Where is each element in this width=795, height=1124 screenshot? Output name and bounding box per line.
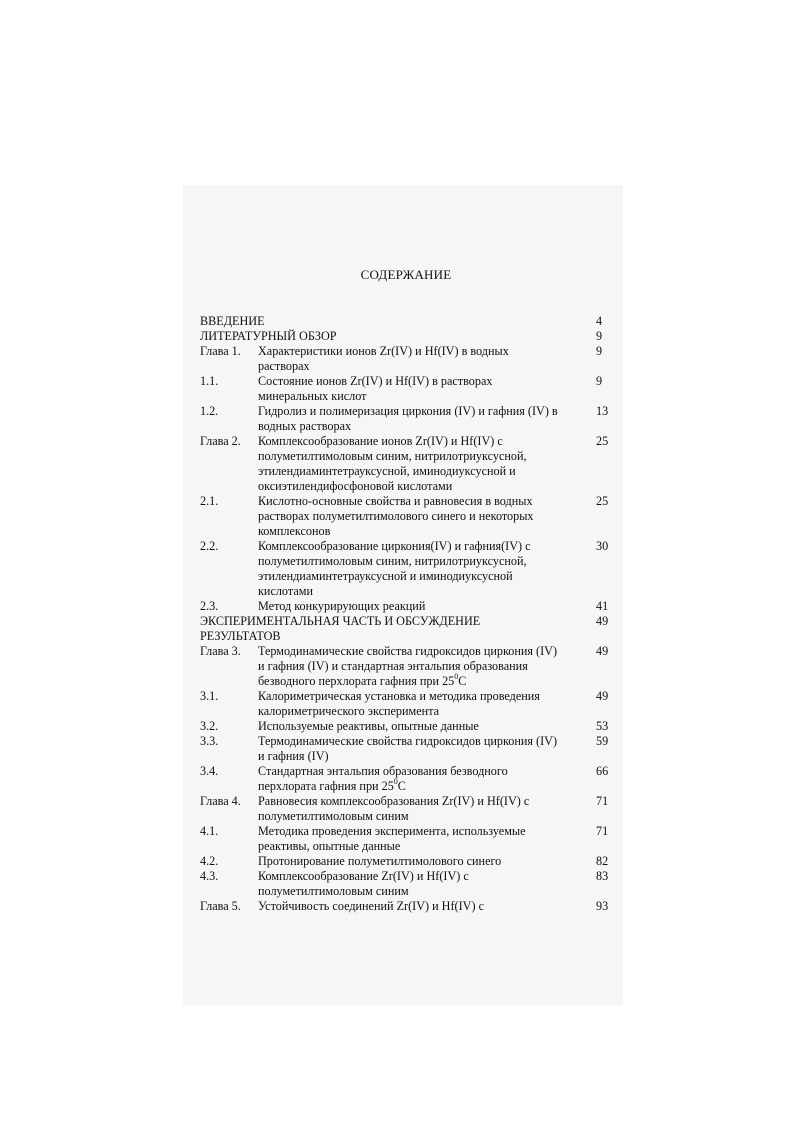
toc-entry-title bbox=[258, 344, 588, 374]
toc-entry-number: 1.2. bbox=[200, 404, 219, 418]
toc-entry-page: 71 bbox=[596, 824, 609, 838]
toc-entry bbox=[200, 614, 612, 644]
toc-entry-number: 3.3. bbox=[200, 734, 219, 748]
table-of-contents bbox=[200, 314, 612, 914]
toc-title-text: безводного перхлората гафния при 25 bbox=[258, 674, 455, 688]
toc-entry-title bbox=[258, 494, 588, 539]
toc-entry-page: 93 bbox=[596, 899, 609, 913]
toc-entry bbox=[200, 719, 612, 734]
toc-title-line: этилендиаминтетрауксусной, иминодиуксусной и bbox=[258, 464, 516, 478]
toc-entry-number: 3.4. bbox=[200, 764, 219, 778]
toc-entry bbox=[200, 824, 612, 854]
toc-entry-number: Глава 5. bbox=[200, 899, 241, 913]
toc-entry-page: 83 bbox=[596, 869, 609, 883]
toc-title-line: и гафния (IV) и стандартная энтальпия образования bbox=[258, 659, 528, 673]
toc-entry-title bbox=[258, 374, 588, 404]
toc-entry bbox=[200, 539, 612, 599]
toc-title-line: полуметилтимоловым синим, нитрилотриуксусной, bbox=[258, 554, 527, 568]
toc-entry-page: 71 bbox=[596, 794, 609, 808]
toc-title-line: Комплексообразование циркония(IV) и гафния(IV) с bbox=[258, 539, 531, 553]
toc-title-line: калориметрического эксперимента bbox=[258, 704, 440, 718]
toc-entry-title bbox=[258, 899, 588, 914]
toc-title-line: этилендиаминтетрауксусной и иминодиуксусной bbox=[258, 569, 513, 583]
toc-entry-title bbox=[258, 404, 588, 434]
toc-title-line: и гафния (IV) bbox=[258, 749, 329, 763]
toc-entry-page: 49 bbox=[596, 689, 609, 703]
degree-superscript: 0 bbox=[393, 776, 398, 786]
toc-title-line: Кислотно-основные свойства и равновесия в водных bbox=[258, 494, 533, 508]
toc-entry-page: 82 bbox=[596, 854, 609, 868]
toc-entry bbox=[200, 644, 612, 689]
toc-entry-title: ЛИТЕРАТУРНЫЙ ОБЗОР bbox=[200, 329, 337, 343]
toc-title-line: Стандартная энтальпия образования безводного bbox=[258, 764, 508, 778]
toc-title-line: растворах полуметилтимолового синего и некоторых bbox=[258, 509, 534, 523]
toc-entry bbox=[200, 344, 612, 374]
toc-title-line: Протонирование полуметилтимолового синего bbox=[258, 854, 502, 868]
toc-entry-page: 9 bbox=[596, 344, 603, 358]
toc-entry-title bbox=[258, 869, 588, 899]
toc-entry bbox=[200, 404, 612, 434]
toc-title-line: Калориметрическая установка и методика проведения bbox=[258, 689, 540, 703]
toc-entry-title bbox=[258, 539, 588, 599]
toc-entry-title bbox=[258, 734, 588, 764]
toc-title-line: Комплексообразование ионов Zr(IV) и Hf(IV) с bbox=[258, 434, 503, 448]
toc-entry-page: 9 bbox=[596, 374, 603, 388]
toc-entry-number: 1.1. bbox=[200, 374, 219, 388]
toc-entry-number: 3.1. bbox=[200, 689, 219, 703]
toc-title-line bbox=[258, 776, 588, 794]
toc-entry-page: 49 bbox=[596, 614, 609, 628]
toc-entry bbox=[200, 494, 612, 539]
toc-entry-number: 4.1. bbox=[200, 824, 219, 838]
toc-entry-title bbox=[258, 599, 588, 614]
toc-title-line: Устойчивость соединений Zr(IV) и Hf(IV) с bbox=[258, 899, 484, 913]
toc-title-line: Термодинамические свойства гидроксидов циркония (IV) bbox=[258, 734, 558, 748]
toc-entry-page: 41 bbox=[596, 599, 609, 613]
toc-title-line: полуметилтимоловым синим, нитрилотриуксусной, bbox=[258, 449, 527, 463]
toc-entry bbox=[200, 374, 612, 404]
toc-entry-title bbox=[258, 644, 588, 689]
toc-title-line bbox=[258, 671, 588, 689]
toc-entry-number: 2.3. bbox=[200, 599, 219, 613]
toc-entry-title bbox=[258, 764, 588, 794]
toc-entry bbox=[200, 869, 612, 899]
degree-superscript: 0 bbox=[454, 671, 459, 681]
toc-entry bbox=[200, 329, 612, 344]
toc-entry-title bbox=[258, 719, 588, 734]
toc-entry-number: 4.2. bbox=[200, 854, 219, 868]
toc-entry bbox=[200, 689, 612, 719]
toc-entry-title bbox=[258, 854, 588, 869]
toc-title-line: Метод конкурирующих реакций bbox=[258, 599, 426, 613]
toc-title-suffix: С bbox=[458, 674, 467, 688]
toc-entry bbox=[200, 794, 612, 824]
toc-title-line: растворах bbox=[258, 359, 310, 373]
toc-entry-title: ВВЕДЕНИЕ bbox=[200, 314, 265, 328]
toc-title-line: Методика проведения эксперимента, используемые bbox=[258, 824, 526, 838]
toc-entry-title bbox=[258, 824, 588, 854]
toc-entry bbox=[200, 734, 612, 764]
toc-entry-number: Глава 3. bbox=[200, 644, 241, 658]
toc-entry bbox=[200, 764, 612, 794]
toc-title-line: реактивы, опытные данные bbox=[258, 839, 401, 853]
toc-entry-page: 59 bbox=[596, 734, 609, 748]
toc-entry-page: 4 bbox=[596, 314, 603, 328]
toc-entry-number: 3.2. bbox=[200, 719, 219, 733]
toc-entry-number: Глава 1. bbox=[200, 344, 241, 358]
toc-entry-page: 25 bbox=[596, 434, 609, 448]
toc-title-line: Комплексообразование Zr(IV) и Hf(IV) с bbox=[258, 869, 469, 883]
toc-entry bbox=[200, 314, 612, 329]
toc-entry-number: Глава 4. bbox=[200, 794, 241, 808]
toc-entry-title bbox=[200, 614, 588, 644]
toc-entry-number: 4.3. bbox=[200, 869, 219, 883]
toc-entry-page: 25 bbox=[596, 494, 609, 508]
toc-title-line: полуметилтимоловым синим bbox=[258, 809, 409, 823]
toc-title-line: минеральных кислот bbox=[258, 389, 367, 403]
toc-entry-page: 13 bbox=[596, 404, 609, 418]
toc-entry-page: 9 bbox=[596, 329, 603, 343]
toc-title-line: полуметилтимоловым синим bbox=[258, 884, 409, 898]
toc-title-line: комплексонов bbox=[258, 524, 331, 538]
toc-title-line: водных растворах bbox=[258, 419, 352, 433]
toc-title-line: РЕЗУЛЬТАТОВ bbox=[200, 629, 281, 643]
toc-title-line: Гидролиз и полимеризация циркония (IV) и гафния (IV) в bbox=[258, 404, 558, 418]
toc-entry-page: 49 bbox=[596, 644, 609, 658]
toc-entry-number: 2.2. bbox=[200, 539, 219, 553]
toc-title-line: Используемые реактивы, опытные данные bbox=[258, 719, 479, 733]
toc-title-text: перхлората гафния при 25 bbox=[258, 779, 394, 793]
toc-entry-page: 30 bbox=[596, 539, 609, 553]
toc-entry-number: Глава 2. bbox=[200, 434, 241, 448]
toc-title-line: кислотами bbox=[258, 584, 313, 598]
toc-entry bbox=[200, 899, 612, 914]
toc-entry-page: 66 bbox=[596, 764, 609, 778]
toc-title-line: Равновесия комплексообразования Zr(IV) и Hf(IV) с bbox=[258, 794, 530, 808]
toc-entry bbox=[200, 854, 612, 869]
toc-title-line: Состояние ионов Zr(IV) и Hf(IV) в растворах bbox=[258, 374, 493, 388]
toc-title-suffix: С bbox=[397, 779, 406, 793]
toc-entry-title bbox=[258, 689, 588, 719]
toc-title-line: ЭКСПЕРИМЕНТАЛЬНАЯ ЧАСТЬ И ОБСУЖДЕНИЕ bbox=[200, 614, 481, 628]
toc-entry bbox=[200, 434, 612, 494]
page-title: СОДЕРЖАНИЕ bbox=[360, 267, 452, 282]
toc-entry-number: 2.1. bbox=[200, 494, 219, 508]
toc-entry-page: 53 bbox=[596, 719, 609, 733]
toc-title-line: оксиэтилендифосфоновой кислотами bbox=[258, 479, 453, 493]
toc-title-line: Термодинамические свойства гидроксидов циркония (IV) bbox=[258, 644, 558, 658]
toc-entry-title bbox=[258, 434, 588, 494]
toc-entry bbox=[200, 599, 612, 614]
toc-entry-title bbox=[258, 794, 588, 824]
toc-title-line: Характеристики ионов Zr(IV) и Hf(IV) в водных bbox=[258, 344, 509, 358]
